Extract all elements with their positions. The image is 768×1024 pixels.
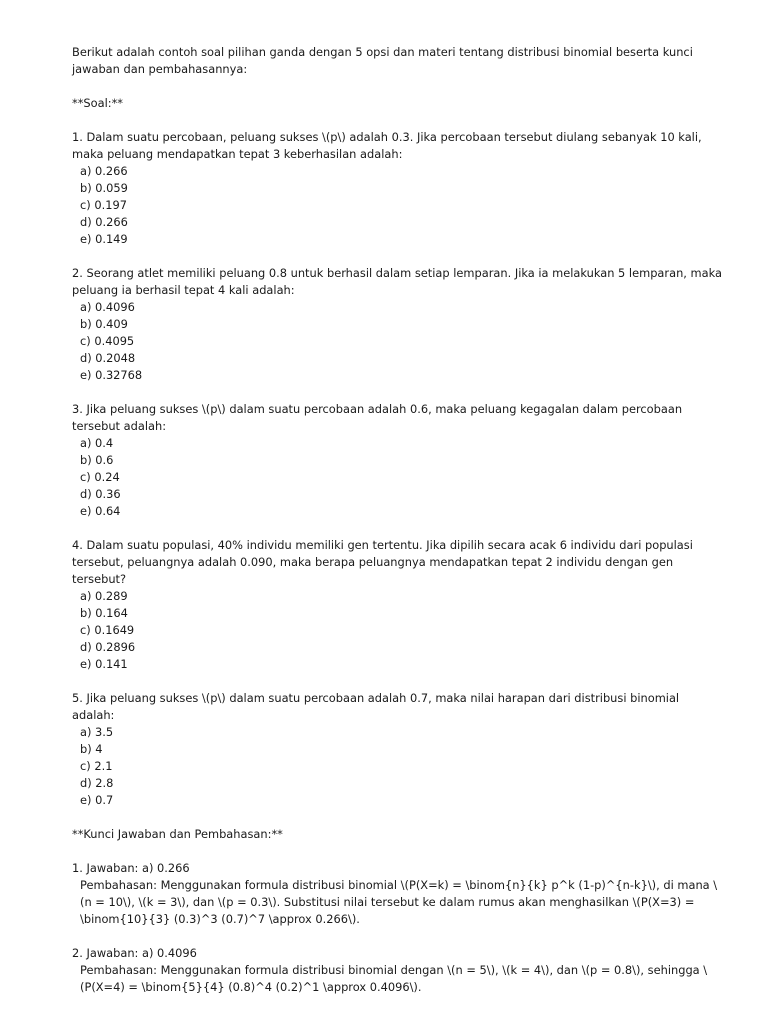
question-3-option-b: b) 0.6 <box>80 453 114 467</box>
question-4-option-c: c) 0.1649 <box>80 623 135 637</box>
question-3-option-e: e) 0.64 <box>80 504 121 518</box>
question-5-option-b: b) 4 <box>80 742 103 756</box>
question-4-option-e: e) 0.141 <box>80 657 128 671</box>
soal-heading: **Soal:** <box>72 96 123 110</box>
intro-paragraph: Berikut adalah contoh soal pilihan ganda dengan 5 opsi dan materi tentang distribusi binomial beserta kunci jawaban dan pembahasannya: <box>72 45 697 76</box>
question-2-option-a: a) 0.4096 <box>80 300 135 314</box>
question-1-option-e: e) 0.149 <box>80 232 128 246</box>
question-1-option-d: d) 0.266 <box>80 215 128 229</box>
question-2 <box>72 265 726 384</box>
question-5-option-c: c) 2.1 <box>80 759 113 773</box>
question-2-option-e: e) 0.32768 <box>80 368 143 382</box>
question-2-text: 2. Seorang atlet memiliki peluang 0.8 untuk berhasil dalam setiap lemparan. Jika ia melakukan 5 lemparan, maka peluang ia berhasil tepat 4 kali adalah: <box>72 266 726 297</box>
question-3-option-d: d) 0.36 <box>80 487 121 501</box>
question-5-option-d: d) 2.8 <box>80 776 114 790</box>
question-5-option-e: e) 0.7 <box>80 793 114 807</box>
answer-2-explanation: Pembahasan: Menggunakan formula distribusi binomial dengan \(n = 5\), \(k = 4\), dan \(p = 0.8\), sehingga \(P(X=4) = \binom{5}{4} (0.8)^4 (0.2)^1 \approx 0.4096\). <box>80 963 708 994</box>
answer-1-explanation: Pembahasan: Menggunakan formula distribusi binomial \(P(X=k) = \binom{n}{k} p^k (1-p)^{n-k}\), di mana \(n = 10\), \(k = 3\), dan \(p = 0.3\). Substitusi nilai tersebut ke dalam rumus akan menghasilkan \(P(X=3) = \binom{10}{3} (0.3)^3 (0.7)^7 \approx 0.266\). <box>80 878 718 926</box>
question-5-text: 5. Jika peluang sukses \(p\) dalam suatu percobaan adalah 0.7, maka nilai harapan dari distribusi binomial adalah: <box>72 691 683 722</box>
question-2-option-c: c) 0.4095 <box>80 334 135 348</box>
question-1-option-a: a) 0.266 <box>80 164 128 178</box>
question-4-option-d: d) 0.2896 <box>80 640 136 654</box>
question-5 <box>72 690 722 809</box>
answer-2 <box>72 945 722 996</box>
answer-2-key: 2. Jawaban: a) 0.4096 <box>72 946 197 960</box>
answer-1 <box>72 860 722 928</box>
document-page <box>72 44 726 1013</box>
question-1 <box>72 129 722 248</box>
question-1-text: 1. Dalam suatu percobaan, peluang sukses \(p\) adalah 0.3. Jika percobaan tersebut diulang sebanyak 10 kali, maka peluang mendapatkan tepat 3 keberhasilan adalah: <box>72 130 706 161</box>
question-4-option-b: b) 0.164 <box>80 606 128 620</box>
question-2-option-d: d) 0.2048 <box>80 351 136 365</box>
question-4-option-a: a) 0.289 <box>80 589 128 603</box>
question-4-text: 4. Dalam suatu populasi, 40% individu memiliki gen tertentu. Jika dipilih secara acak 6 individu dari populasi tersebut, peluangnya adalah 0.090, maka berapa peluangnya mendapatkan tepat 2 individu dengan gen tersebut? <box>72 538 697 586</box>
question-3-option-c: c) 0.24 <box>80 470 120 484</box>
question-2-option-b: b) 0.409 <box>80 317 128 331</box>
question-1-option-c: c) 0.197 <box>80 198 127 212</box>
question-3 <box>72 401 722 520</box>
question-5-option-a: a) 3.5 <box>80 725 114 739</box>
question-1-option-b: b) 0.059 <box>80 181 128 195</box>
answer-1-key: 1. Jawaban: a) 0.266 <box>72 861 190 875</box>
question-3-option-a: a) 0.4 <box>80 436 114 450</box>
question-3-text: 3. Jika peluang sukses \(p\) dalam suatu percobaan adalah 0.6, maka peluang kegagalan dalam percobaan tersebut adalah: <box>72 402 686 433</box>
kunci-heading: **Kunci Jawaban dan Pembahasan:** <box>72 827 283 841</box>
question-4 <box>72 537 722 673</box>
